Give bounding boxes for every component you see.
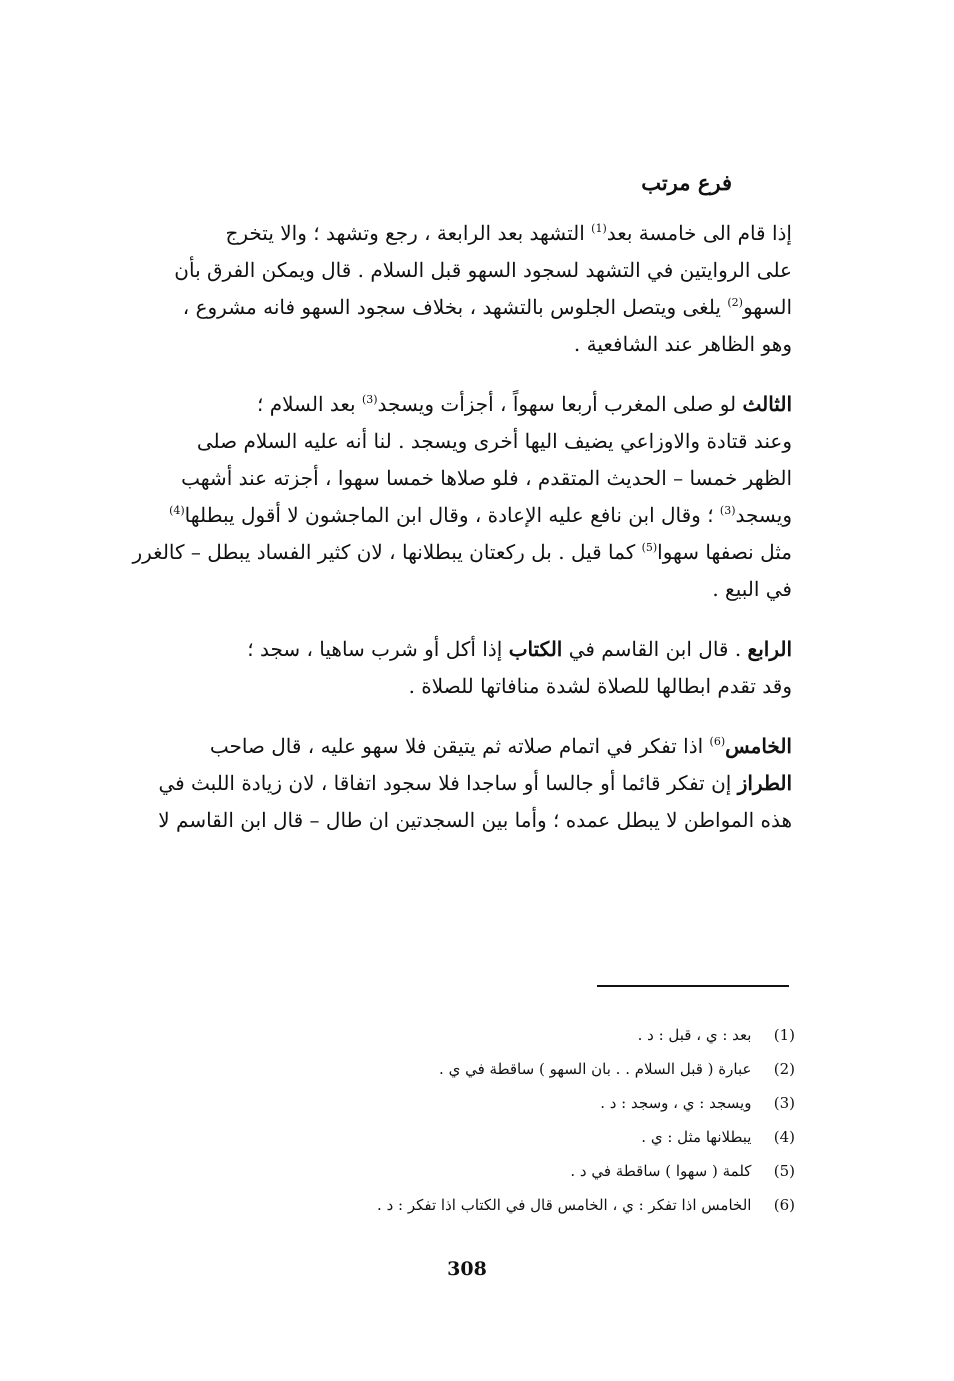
footnote-number: (5): [773, 1162, 795, 1180]
text-line: في البيع .: [712, 577, 792, 601]
footnote-divider: [597, 985, 789, 987]
footnote-ref: (4): [169, 504, 185, 517]
paragraph: [112, 728, 792, 839]
footnote-ref: (3): [719, 504, 736, 517]
footnote-ref: (5): [641, 541, 658, 554]
text-line: الطراز إن تفكر قائما أو جالسا أو ساجدا فلا سجود اتفاقا ، لان زيادة اللبث في: [158, 771, 792, 795]
footnotes: [250, 1018, 795, 1222]
footnote-number: (2): [773, 1060, 795, 1078]
footnote-number: (4): [773, 1128, 795, 1146]
text-line: هذه المواطن لا يبطل عمده ؛ وأما بين السجدتين ان طال – قال ابن القاسم لا: [158, 808, 792, 832]
footnote: (3) ويسجد : ي ، وسجد : د .: [250, 1086, 795, 1120]
text-line: الثالث لو صلى المغرب أربعا سهواً ، أجزأت ويسجد$^{(3)}$ بعد السلام ؛: [256, 392, 792, 416]
text-line: وعند قتادة والاوزاعي يضيف اليها أخرى ويسجد . لنا أنه عليه السلام صلى: [196, 429, 792, 453]
text-line: ويسجد$^{(3)}$ ؛ وقال ابن نافع عليه الإعادة ، وقال ابن الماجشون لا أقول يبطلها$^{(4)}$: [169, 503, 792, 527]
text-line: وقد تقدم ابطالها للصلاة لشدة منافاتها للصلاة .: [408, 674, 792, 698]
page-number: 308: [447, 1258, 487, 1280]
footnote-number: (6): [773, 1196, 795, 1214]
keyword: الرابع: [747, 637, 792, 661]
paragraph: [112, 215, 792, 363]
text-line: على الروايتين في التشهد لسجود السهو قبل السلام . قال ويمكن الفرق بأن: [174, 258, 792, 282]
text-line: الظهر خمسا – الحديث المتقدم ، فلو صلاها خمسا سهوا ، أجزته عند أشهب: [181, 466, 792, 490]
paragraph: [112, 631, 792, 705]
text-line: السهو$^{(2)}$ يلغى ويتصل الجلوس بالتشهد ، بخلاف سجود السهو فانه مشروع ،: [182, 295, 792, 319]
footnote-number: (1): [773, 1026, 795, 1044]
footnote-number: (3): [773, 1094, 795, 1112]
text-line: الخامس$^{(6)}$ اذا تفكر في اتمام صلاته ثم يتيقن فلا سهو عليه ، قال صاحب: [209, 734, 792, 758]
text-line: وهو الظاهر عند الشافعية .: [573, 332, 792, 356]
keyword: الكتاب: [508, 637, 563, 661]
paragraph: [112, 386, 792, 608]
footnote: (2) عبارة ( قبل السلام . . بان السهو ) ساقطة في ي .: [250, 1052, 795, 1086]
keyword: الطراز: [737, 771, 792, 795]
footnote: (1) بعد : ي ، قبل : د .: [250, 1018, 795, 1052]
section-heading: فرع مرتب: [641, 170, 732, 195]
text-line: الرابع . قال ابن القاسم في الكتاب إذا أكل أو شرب ساهيا ، سجد ؛: [247, 637, 792, 661]
text-line: مثل نصفها سهوا$^{(5)}$ كما قيل . بل ركعتان يبطلانها ، لان كثير الفساد يبطل – كالغرر: [132, 540, 792, 564]
footnote: (5) كلمة ( سهوا ) ساقطة في د .: [250, 1154, 795, 1188]
text-line: إذا قام الى خامسة بعد$^{(1)}$ التشهد بعد الرابعة ، رجع وتشهد ؛ والا يتخرج: [225, 221, 792, 245]
footnote: (6) الخامس اذا تفكر : ي ، الخامس قال في الكتاب اذا تفكر : د .: [250, 1188, 795, 1222]
footnote-ref: (3): [361, 393, 378, 406]
footnote-ref: (1): [591, 222, 607, 235]
footnote: (4) يبطلانها مثل : ي .: [250, 1120, 795, 1154]
keyword: الثالث: [742, 392, 792, 416]
body-text: [112, 215, 792, 862]
keyword: الخامس: [725, 734, 792, 758]
footnote-ref: (2): [727, 296, 743, 309]
footnote-ref: (6): [709, 735, 726, 748]
